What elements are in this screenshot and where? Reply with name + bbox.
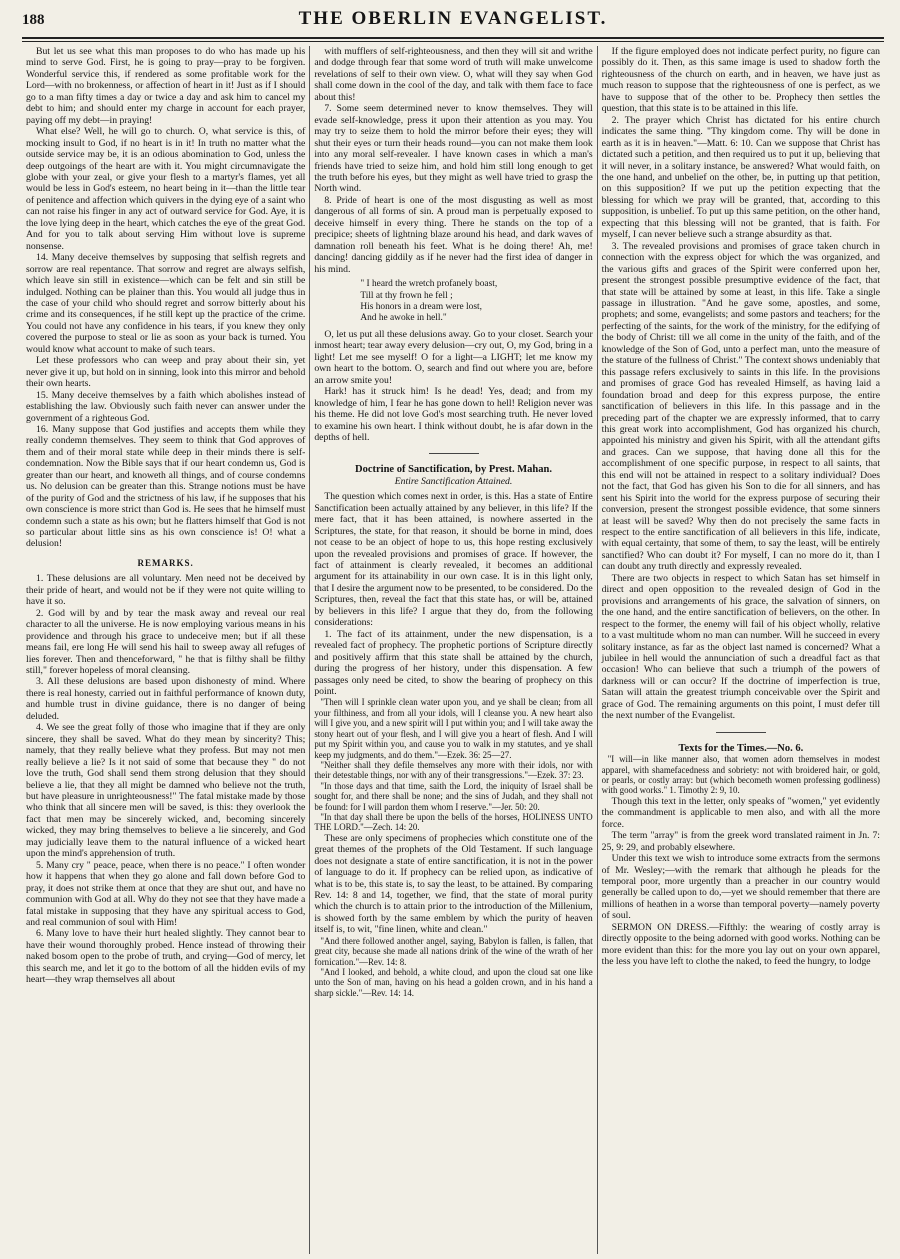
remark-paragraph: 5. Many cry " peace, peace, when there is no peace." I often wonder how it happens that when they go alone and fall down before God to pray, it does not strike them at once that they are shut out, and have no communion with God at all. Why do they not see that they have made a fatal mistake in supposing that they have any spiritual access to God, and real communion of soul with Him! [26,859,306,928]
scripture-quote: "I will—in like manner also, that women adorn themselves in modest apparel, with shamefacedness and sobriety: not with broidered hair, or gold, or pearls, or costly array: but (which becometh women professing godliness) with good works." 1. Timothy 2: 9, 10. [601,754,881,796]
paragraph: SERMON ON DRESS.—Fifthly: the wearing of costly array is directly opposite to the being adorned with good works. Nothing can be more evident than this: for the more you lay out on your own apparel, the less you have left to clothe the naked, to feed the hungry, to lodge [601,921,881,968]
paragraph: 8. Pride of heart is one of the most disgusting as well as most dangerous of all forms of sin. A proud man is perpetually exposed to deceive himself in every thing. There he stands on the top of a precipice; sheets of lightning blaze around his head, and dark waves of damnation roll beneath his feet. What is he doing there! Ah, me! dancing! dancing giddily as if he never had the first idea of danger in his mind. [314,194,593,275]
column-middle [309,46,596,1254]
section-divider [716,732,766,733]
paragraph: O, let us put all these delusions away. Go to your closet. Search your inmost heart; tear away every delusion—cry out, O, my God, bring in a light! Let me see myself! O for a light—a LIGHT; let me know my own heart to the bottom. O, search and find out where you are, before an arrow smite you! [314,328,593,386]
paragraph: The question which comes next in order, is this. Has a state of Entire Sanctification been actually attained by any believer, in this life? If the mere fact, that it has been attained, is nowhere asserted in the Scriptures, the state, for that reason, it should be borne in mind, does not cease to be an object of hope to us, this hope resting exclusively upon the revealed provisions and promises of grace. If however, the fact of attainment is clearly revealed, it becomes an additional argument for its attainability in our own case. It is in this light only, that I desire the argument now to be presented, to be considered. Do the Scriptures, then, reveal the fact that this state has, or will be, attained by believers in this life? I argue that they do, from the following considerations: [314,491,593,629]
paragraph: There are two objects in respect to which Satan has set himself in direct and open opposition to the revealed design of God in the provisions and arrangements of his grace, the salvation of sinners, on the one hand, and the entire sanctification of believers, on the other. In respect to the former, the enemy will fail of his object wholly, relative to a vast multitude whom no man can number. Will he succeed in every solitary instance, as far as the object last named is concerned? What a jubilee in hell would the annunciation of such a dreadful fact as that occasion! Who can believe that such a triumph of the powers of darkness will or can occur? If the doctrine of imperfection is true, Satan will attain the greatest triumph conceivable over the Spirit and grace of God. The remaining arguments on this point, I must defer till the next number of the Evangelist. [601,572,881,722]
verse-line: His honors in a dream were lost, [360,301,482,312]
remark-paragraph: 2. God will by and by tear the mask away and reveal our real character to all the universe. He is now employing various means in his providence and through his grace to undeceive men; but if all these means fail, ere long He will send his hail to sweep away all refuges of lies forever. Then and thenceforward, " he that is filthy shall be filthy still," forever hopeless of moral cleansing. [26,607,306,677]
remark-paragraph: 3. All these delusions are based upon dishonesty of mind. Where there is real honesty, carried out in faithful performance of known duty, and humble trust in divine guidance, there is no danger of being deluded. [26,676,306,722]
remark-paragraph: 4. We see the great folly of those who imagine that if they are only sincere, they shall be saved. What do they mean by sincerity? This; namely, that they really believe what they profess. But may not men really believe a lie? Is it not said of some that because they " do not love the truth, God shall send them strong delusion that they should believe a lie, that they all might be damned who believe not the truth, but have pleasure in unrighteousness!" The fatal mistake made by those who think that all sincere men will be saved, is this: they overlook the fact that men may be sincerely wicked, and, becoming sincerely wicked, they may bring themselves to believe a lie sincerely, and God may judicially leave them to the natural influence of a wicked heart upon the mind's apprehension of truth. [26,722,306,860]
article-subtitle: Entire Sanctification Attained. [394,475,513,487]
scripture-quote: "And there followed another angel, saying, Babylon is fallen, is fallen, that great city, because she made all nations drink of the wine of the wrath of her fornication."—Rev. 14: 8. [314,935,593,967]
scripture-quote: "In those days and that time, saith the Lord, the iniquity of Israel shall be sought for, and there shall be none; and the sins of Judah, and they shall not be found: for I will pardon them whom I reserve."—Jer. 50: 20. [314,780,593,812]
scripture-quote: "Then will I sprinkle clean water upon you, and ye shall be clean; from all your filthiness, and from all your idols, will I cleanse you. A new heart also will I give you, and a new spirit will I put within you; and I will take away the stony heart out of your flesh, and I will give you a heart of flesh. And I will put my Spirit within you, and cause you to walk in my statutes, and ye shall keep my judgments, and do them."—Ezek. 36: 25—27. [314,697,593,760]
paragraph: 2. The prayer which Christ has dictated for his entire church indicates the same thing. "Thy kingdom come. Thy will be done in earth as it is in heaven."—Matt. 6: 10. Can we suppose that Christ has dictated such a petition, and then required us to put it up, believing that it will never, in a solitary instance, be answered? What would faith, on the one hand, and unbelief on the other, be, in putting up that petition, on this supposition? If we put up the petition expecting that the blessing for which we pray will be granted, that, according to this supposition, is unbelief. To put up this same petition, on the other hand, expecting that this blessing will not be granted, that is faith. For myself, I can never believe such a strange absurdity as that. [601,114,881,241]
paragraph: 1. The fact of its attainment, under the new dispensation, is a revealed fact of prophecy. The prophetic portions of Scripture directly and positively affirm that this state shall be attained by the church, during the progress of her history, under this dispensation. A few passages only need be cited, to show the bearing of prophecy on this point. [314,628,593,698]
scripture-quote: "Neither shall they defile themselves any more with their idols, nor with their detestable things, nor with any of their transgressions."—Ezek. 37: 23. [314,759,593,781]
paragraph: These are only specimens of prophecies which constitute one of the great themes of the prophets of the Old Testament. If such language does not designate a state of entire sanctification, it is not in the power of language to do it. If prophecy can be relied upon, as indicative of what is to be, this state is, to say the least, to be attained. By comparing Rev. 14: 8 and 14, together, we find, that the state of moral purity which the church is to attain prior to the introduction of the Millenium, is showed forth by the same emblem by which the purity of heaven itself is, to wit, "fine linen, white and clean." [314,832,593,936]
paragraph: 3. The revealed provisions and promises of grace taken church in connection with the express object for which the was organized, and the various gifts and graces of the Spirit were conferred upon her, present the strongest possible presumptive evidence of the fact, that that state will be attained by some at least, in this life. Take a single passage in illustration. "And he gave some, apostles, and some, prophets; and some, evangelists; and some pastors and teachers; for the perfecting of the saints, for the work of the ministry, for the edifying of the body of Christ: till we all come in the unity of the faith, and of the knowledge of the Son of God, unto a perfect man, unto the measure of the stature of the fullness of Christ." The context shows undeniably that this passage refers exclusively to saints in this life. In the provisions and promises of grace God has revealed Himself, as having laid a foundation broad and deep for this express purpose, the entire sanctification of believers in this life. In this passage and in the preceding part of the chapter we are expressly informed, that to carry this great work into accomplishment, God has organized his church, appointed his ministry and given his Spirit, with all the attendant gifts and graces. Can we suppose, that having done all this for the accomplishment of one specific purpose, in respect to all saints, that this end will not be attained in respect to a solitary individual? Does not the fact, that God has given his Son to die for all sinners, and has sent his Spirit into the world for the express purpose of securing their conversion, present the strongest possible evidence, that some sinners at least will be saved? Why then do not precisely the same facts in respect to the entire sanctification of all believers in this life, indicate, with equal certainty, that some of them, to say the least, will be entirely sanctified? Who can doubt it? For myself, I can no more do it, than I can doubt any truth directly and expressly revealed. [601,240,881,573]
remarks-list [26,573,305,985]
paragraph: 16. Many suppose that God justifies and accepts them while they really condemn themselves. They seem to think that God approves of them and of their moral state while deep in their minds there is self-condemnation. Now the Bible says that if our heart condemn us, God is greater than our heart, and knoweth all things, and of course condemns us. No delusion can be greater than this. Strange notions must be have of the purity of God and the strictness of his law, if he supposes that his own conscience is more strict than God is. He sees that he himself must condemn such a state as his own; but he flatters himself that God is not so particular about little sins as his own conscience is! O! what a delusion! [26,423,306,550]
paragraph: Let these professors who can weep and pray about their sin, yet never give it up, but hold on in sinning, look into this mirror and behold their own hearts. [26,355,306,390]
article-title: Doctrine of Sanctification, by Prest. Mahan. [355,464,552,476]
hymn-verse [314,279,592,325]
page-number: 188 [22,12,45,28]
journal-title: THE OBERLIN EVANGELIST. [298,8,608,29]
paragraph: If the figure employed does not indicate perfect purity, no figure can possibly do it. Then, as this same image is used to shadow forth the righteousness of the church on earth, and in heaven, we have just as much reason to suppose that the righteousness of one is perfect, as we have to suppose that of the other to be. Prophecy then settles the question, that this state is to be attained in this life. [601,46,881,115]
article-title: Texts for the Times.—No. 6. [678,742,804,754]
column-right [597,46,884,1254]
column-left [22,46,309,1254]
paragraph: What else? Well, he will go to church. O, what service is this, of mocking insult to God, if no heart is in it! In truth no matter what the outside service may be, it is an odious abomination to God, unless the deep outgoings of the heart are with it. You might circumnavigate the globe with your zeal, or give your flesh to a martyr's flames, yet all would be less in God's esteem, no heart being in it—than the little tear of penitence and affection which quivers in the dying eye of a saint who can not raise his finger in any act of outward service for God. Aye, it is the love lying deep in the heart, which catches the eye of the great God. And for you to talk about serving Him without love is supreme nonsense. [26,126,306,252]
section-divider [429,453,479,454]
paragraph: 7. Some seem determined never to know themselves. They will evade self-knowledge, press it upon their attention as you may. You may try to seize them to hold the mirror before their eyes; they will shut their eyes or turn their heads round—you can not make them look into any moral self-revealer. I have known cases in which a man's friends have tried to seize him, and hold him still long enough to get the truth before his eyes, but they might as well have tried to grasp the North wind. [314,103,593,195]
paragraph: But let us see what this man proposes to do who has made up his mind to serve God. First, he is going to pray—pray to be forgiven. Wonderful service this, if rendered as some profitable work for the Lord—with no brokenness, or affection of heart in it! Just as if I should go to a man fifty times a day or twice a day and ask him to cancel my debt to him; and should enter my charge in account for each prayer, paying off my debt—in praying! [26,46,306,126]
paragraph: 15. Many deceive themselves by a faith which abolishes instead of establishing the law. Obviously such faith never can answer under the government of a righteous God. [26,389,306,424]
paragraph: Hark! has it struck him! Is he dead! Yes, dead; and from my knowledge of him, I fear he has gone down to hell! Religion never was his theme. He did not love God's most searching truth. He never loved to examine his own heart. I think without doubt, he is afar down in the depths of hell. [314,386,593,443]
verse-line: " I heard the wretch profanely boast, [360,279,498,290]
paragraph: with mufflers of self-righteousness, and then they will sit and writhe and dodge through fear that some word of truth will make unwelcome revelations of self to their own view. O, what will they say when God shall come down in the cool of the day, and talk with them face to face about this! [314,46,593,103]
remarks-heading: REMARKS. [137,557,194,568]
verse-line: Till at thy frown he fell ; [360,290,453,301]
paragraph: Under this text we wish to introduce some extracts from the sermons of Mr. Wesley;—with the remark that although he pleads for the temporal poor, more urgently than a preacher in our country would generally be called upon to do,—yet we should remember that there are millions of heathen in a worse than temporal poverty—namely poverty of soul. [601,853,881,922]
verse-line: And he awoke in hell." [360,313,447,324]
text-columns [22,46,884,1254]
col1-paragraphs [26,46,305,550]
remark-paragraph: 1. These delusions are all voluntary. Men need not be deceived by their pride of heart, and would not be if they were not quite willing to have it so. [26,573,306,608]
masthead-rule-thin [22,41,884,42]
paragraph: The term "array" is from the greek word translated raiment in Jn. 7: 25, 9: 29, and probably elsewhere. [601,830,881,853]
masthead-rule-thick [22,37,884,39]
scripture-quote: "In that day shall there be upon the bells of the horses, HOLINESS UNTO THE LORD."—Zech. 14: 20. [314,811,593,833]
scripture-quote: "And I looked, and behold, a white cloud, and upon the cloud sat one like unto the Son of man, having on his head a golden crown, and in his hand a sharp sickle."—Rev. 14: 14. [314,967,593,998]
remark-paragraph: 6. Many love to have their hurt healed slightly. They cannot bear to have their wound thoroughly probed. Hence instead of throwing their naked bosom open to the probe of truth, and crying—God of mercy, let this search me, and let it go to the bottom of all the hidden evils of my heart—they wrap themselves all about [26,928,306,986]
paragraph: 14. Many deceive themselves by supposing that selfish regrets and sorrow are real repentance. That sorrow and regret are always selfish, which leave sin still in existence—which can be felt and sin still be indulged. Nothing can be plainer than this. You would all judge thus in the case of your child who should regret and sorrow bitterly about his crime and its consequences, if he still kept up the practice of the crime. You could not have any confidence in his tears, if you knew they only covered the purpose to steal or lie as soon as your back is turned. You would know what account to make of such tears. [26,252,306,355]
paragraph: Though this text in the letter, only speaks of "women," yet evidently the commandment is applicable to men also, and with all the more force. [601,795,881,830]
masthead [22,8,884,36]
